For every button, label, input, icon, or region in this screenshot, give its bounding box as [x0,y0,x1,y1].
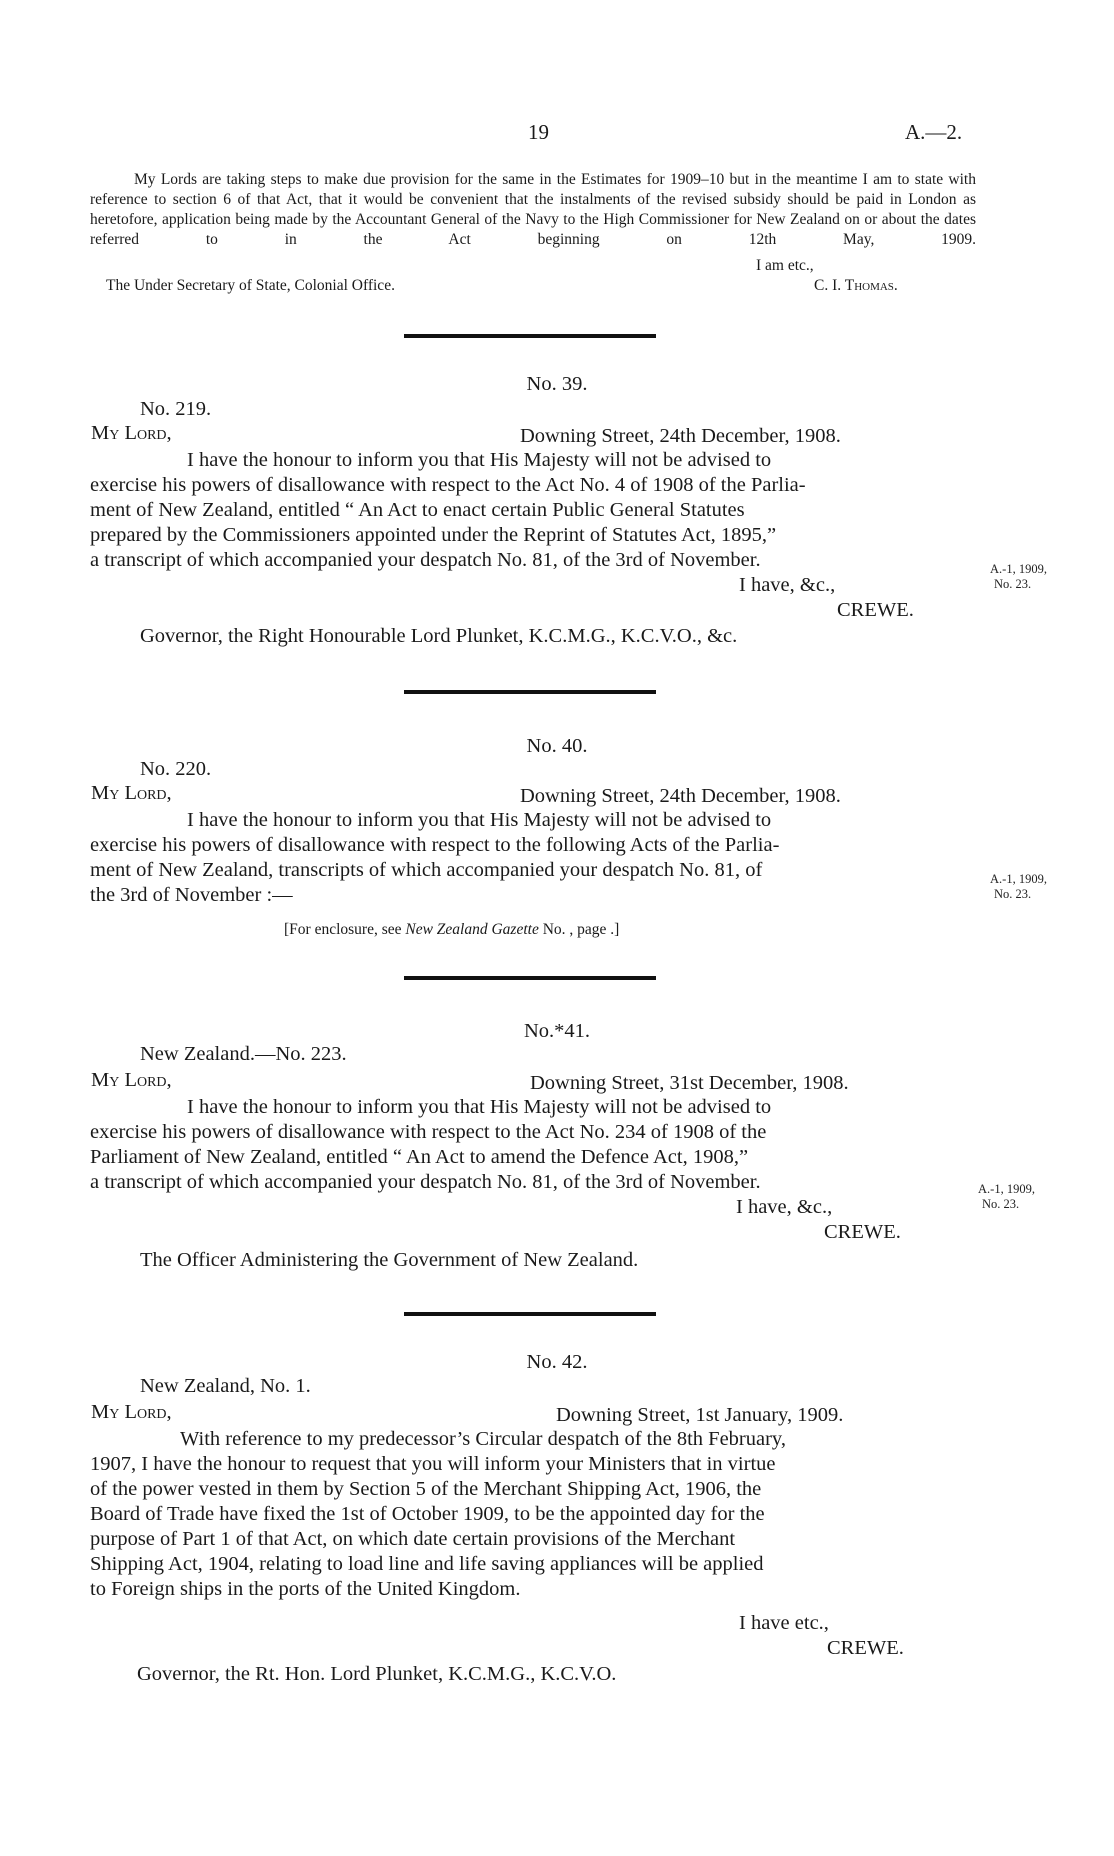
letter-line: exercise his powers of disallowance with respect to the following Acts of the Parlia- [90,834,780,856]
letter-ref: New Zealand.—No. 223. [140,1043,347,1065]
intro-closing: I am etc., [756,257,814,274]
letter-line: Board of Trade have fixed the 1st of October 1909, to be the appointed day for the [90,1503,765,1525]
letter-closing: I have, &c., [736,1196,833,1218]
intro-signature: C. I. Thomas. [814,277,898,294]
dateline: Downing Street, 1st January, 1909. [556,1404,844,1426]
letter-heading: No. 39. [526,373,588,395]
section-divider [404,1312,656,1316]
section-divider [404,690,656,694]
document-reference: A.—2. [905,120,963,144]
letter-addressee: The Officer Administering the Government of New Zealand. [140,1249,639,1271]
letter-line: of the power vested in them by Section 5 of the Merchant Shipping Act, 1906, the [90,1478,762,1500]
page-number: 19 [528,120,549,144]
letter-line: the 3rd of November :— [90,884,293,906]
letter-line: a transcript of which accompanied your despatch No. 81, of the 3rd of November. [90,1171,761,1193]
letter-ref: New Zealand, No. 1. [140,1375,311,1397]
intro-paragraph: My Lords are taking steps to make due provision for the same in the Estimates for 1909–10 but in the meantime I am to state with reference to section 6 of that Act, that it would be convenient that the instalments of the revised subsidy should be paid in London as heretofore, application being made by the Accountant General of the Navy to the High Commissioner for New Zealand on or about the dates referred to in the Act beginning on 12th May, 1909. [90,171,976,248]
letter-heading: No. 40. [526,735,588,757]
letter-line: Parliament of New Zealand, entitled “ An Act to amend the Defence Act, 1908,” [90,1146,749,1168]
letter-signature: CREWE. [827,1637,904,1659]
letter-ref: No. 220. [140,758,212,780]
letter-closing: I have etc., [739,1612,829,1634]
letter-line: I have the honour to inform you that His Majesty will not be advised to [187,1096,772,1118]
letter-closing: I have, &c., [739,574,836,596]
salutation: My Lord, [91,782,172,804]
letter-signature: CREWE. [824,1221,901,1243]
letter-signature: CREWE. [837,599,914,621]
letter-line: a transcript of which accompanied your despatch No. 81, of the 3rd of November. [90,549,761,571]
margin-note: A.-1, 1909, No. 23. [978,1182,1035,1211]
letter-line: I have the honour to inform you that His Majesty will not be advised to [187,449,772,471]
letter-line: purpose of Part 1 of that Act, on which date certain provisions of the Merchant [90,1528,736,1550]
letter-line: exercise his powers of disallowance with respect to the Act No. 234 of 1908 of the [90,1121,767,1143]
salutation: My Lord, [91,422,172,444]
letter-ref: No. 219. [140,398,212,420]
dateline: Downing Street, 24th December, 1908. [520,425,841,447]
letter-line: ment of New Zealand, transcripts of which accompanied your despatch No. 81, of [90,859,763,881]
letter-line: With reference to my predecessor’s Circular despatch of the 8th February, [180,1428,786,1450]
enclosure-note: [For enclosure, see New Zealand Gazette No. , page .] [284,921,620,938]
letter-heading: No.*41. [523,1020,591,1042]
letter-addressee: Governor, the Right Honourable Lord Plunket, K.C.M.G., K.C.V.O., &c. [140,625,738,647]
letter-addressee: Governor, the Rt. Hon. Lord Plunket, K.C.M.G., K.C.V.O. [137,1663,617,1685]
intro-addressee: The Under Secretary of State, Colonial Office. [106,277,395,294]
letter-line: exercise his powers of disallowance with respect to the Act No. 4 of 1908 of the Parlia- [90,474,806,496]
salutation: My Lord, [91,1069,172,1091]
dateline: Downing Street, 24th December, 1908. [520,785,841,807]
section-divider [404,334,656,338]
letter-heading: No. 42. [526,1351,588,1373]
letter-line: to Foreign ships in the ports of the United Kingdom. [90,1578,521,1600]
section-divider [404,976,656,980]
letter-line: Shipping Act, 1904, relating to load line and life saving appliances will be applied [90,1553,764,1575]
letter-line: 1907, I have the honour to request that you will inform your Ministers that in virtue [90,1453,776,1475]
margin-note: A.-1, 1909, No. 23. [990,872,1047,901]
letter-line: ment of New Zealand, entitled “ An Act to enact certain Public General Statutes [90,499,745,521]
letter-line: prepared by the Commissioners appointed under the Reprint of Statutes Act, 1895,” [90,524,777,546]
dateline: Downing Street, 31st December, 1908. [530,1072,849,1094]
salutation: My Lord, [91,1401,172,1423]
margin-note: A.-1, 1909, No. 23. [990,562,1047,591]
letter-line: I have the honour to inform you that His Majesty will not be advised to [187,809,772,831]
